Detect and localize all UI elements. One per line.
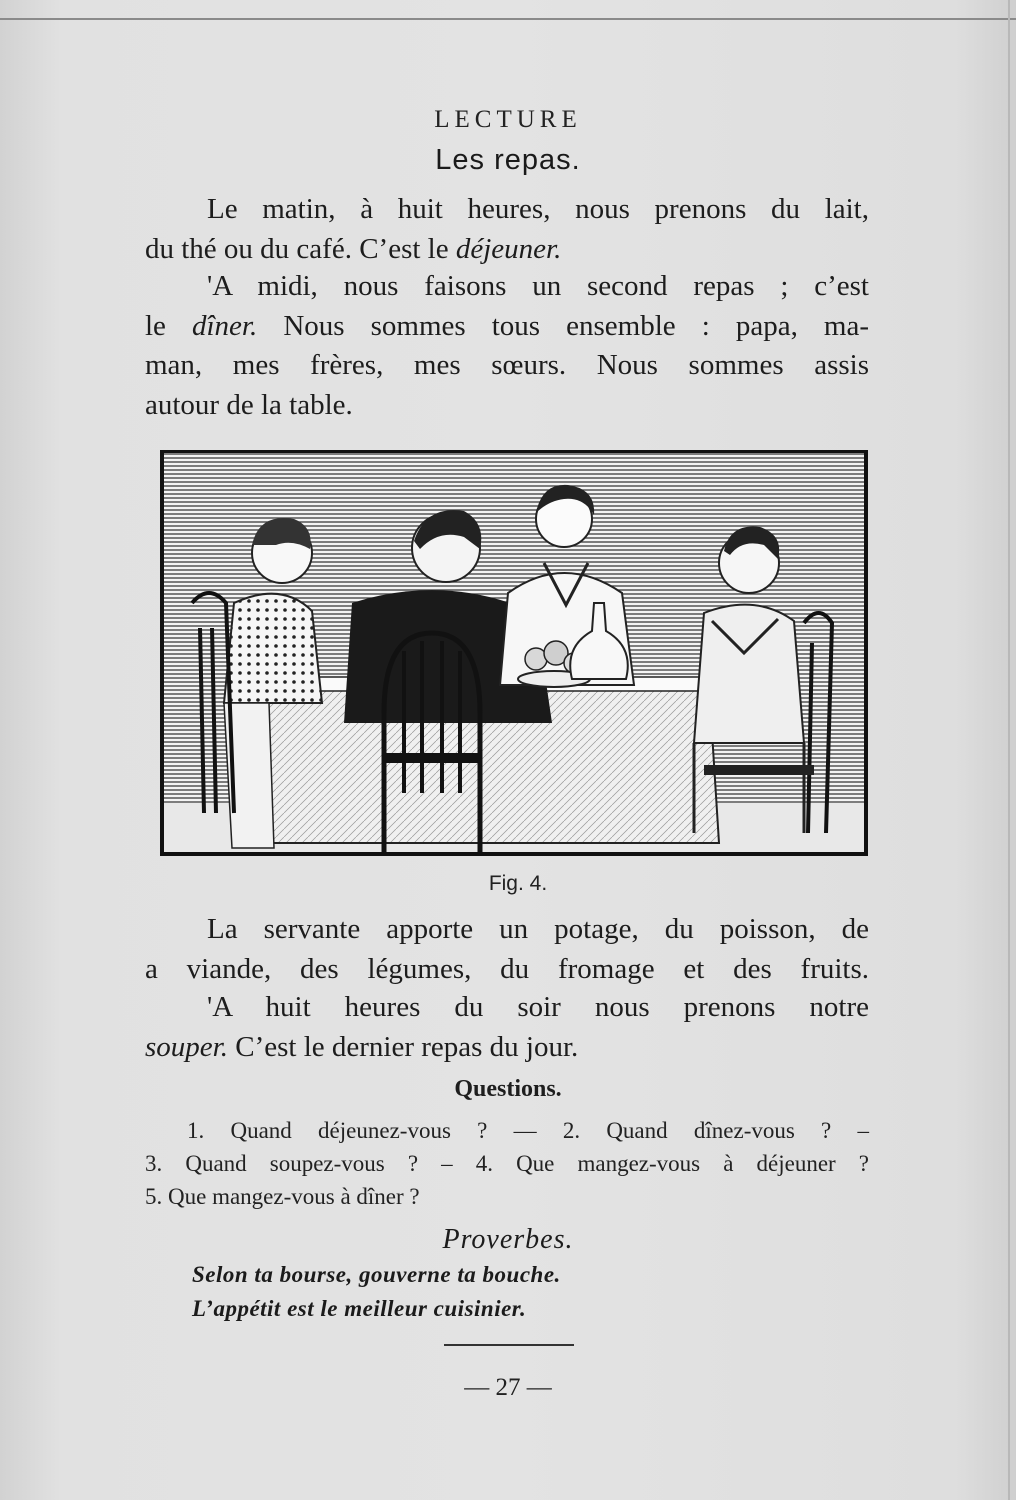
questions-list <box>145 1114 869 1213</box>
proverbs-heading: Proverbes. <box>442 1224 574 1255</box>
paragraph-servant <box>145 910 869 989</box>
paragraph-evening <box>145 988 869 1067</box>
question-line: 5. Que mangez-vous à dîner ? <box>145 1184 420 1209</box>
family-dinner-drawing <box>164 453 864 853</box>
figure-caption: Fig. 4. <box>488 872 548 895</box>
page-title: Les repas. <box>435 144 581 176</box>
section-label: LECTURE <box>434 106 582 133</box>
paragraph-line: a viande, des légumes, du fromage et des fruits. <box>145 952 869 985</box>
top-edge-rule <box>0 18 1016 20</box>
emphasis-word: déjeuner. <box>455 232 562 265</box>
paragraph-line: 'A huit heures du soir nous prenons notre <box>207 991 869 1023</box>
emphasis-word: souper. <box>145 1030 228 1063</box>
paragraph-noon <box>145 267 869 425</box>
paragraph-line: man, mes frères, mes sœurs. Nous sommes assis <box>145 349 869 381</box>
paragraph-line: autour de la table. <box>145 388 353 421</box>
paragraph-line: souper. C’est le dernier repas du jour. <box>145 1030 579 1063</box>
paragraph-morning <box>145 190 869 269</box>
proverb-item: Selon ta bourse, gouverne ta bouche. <box>192 1262 561 1287</box>
paragraph-line: 'A midi, nous faisons un second repas ; c’est <box>207 270 869 302</box>
question-line: 1. Quand déjeunez-vous ? — 2. Quand dînez-vous ? – <box>187 1118 869 1143</box>
proverb-item: L’appétit est le meilleur cuisinier. <box>192 1296 527 1321</box>
question-line: 3. Quand soupez-vous ? – 4. Que mangez-vous à déjeuner ? <box>145 1151 869 1176</box>
paragraph-line: le dîner. Nous sommes tous ensemble : papa, ma- <box>145 309 869 342</box>
dinner-illustration <box>160 450 868 856</box>
paragraph-line: Le matin, à huit heures, nous prenons du lait, <box>207 193 869 225</box>
paragraph-line: du thé ou du café. C’est le déjeuner. <box>145 232 562 265</box>
right-edge-shadow <box>1008 0 1010 1500</box>
paragraph-line: La servante apporte un potage, du poisson, de <box>207 913 869 945</box>
page-number: — 27 — <box>464 1374 552 1401</box>
questions-heading: Questions. <box>454 1076 562 1102</box>
footer-divider <box>444 1344 574 1346</box>
emphasis-word: dîner. <box>192 309 258 342</box>
